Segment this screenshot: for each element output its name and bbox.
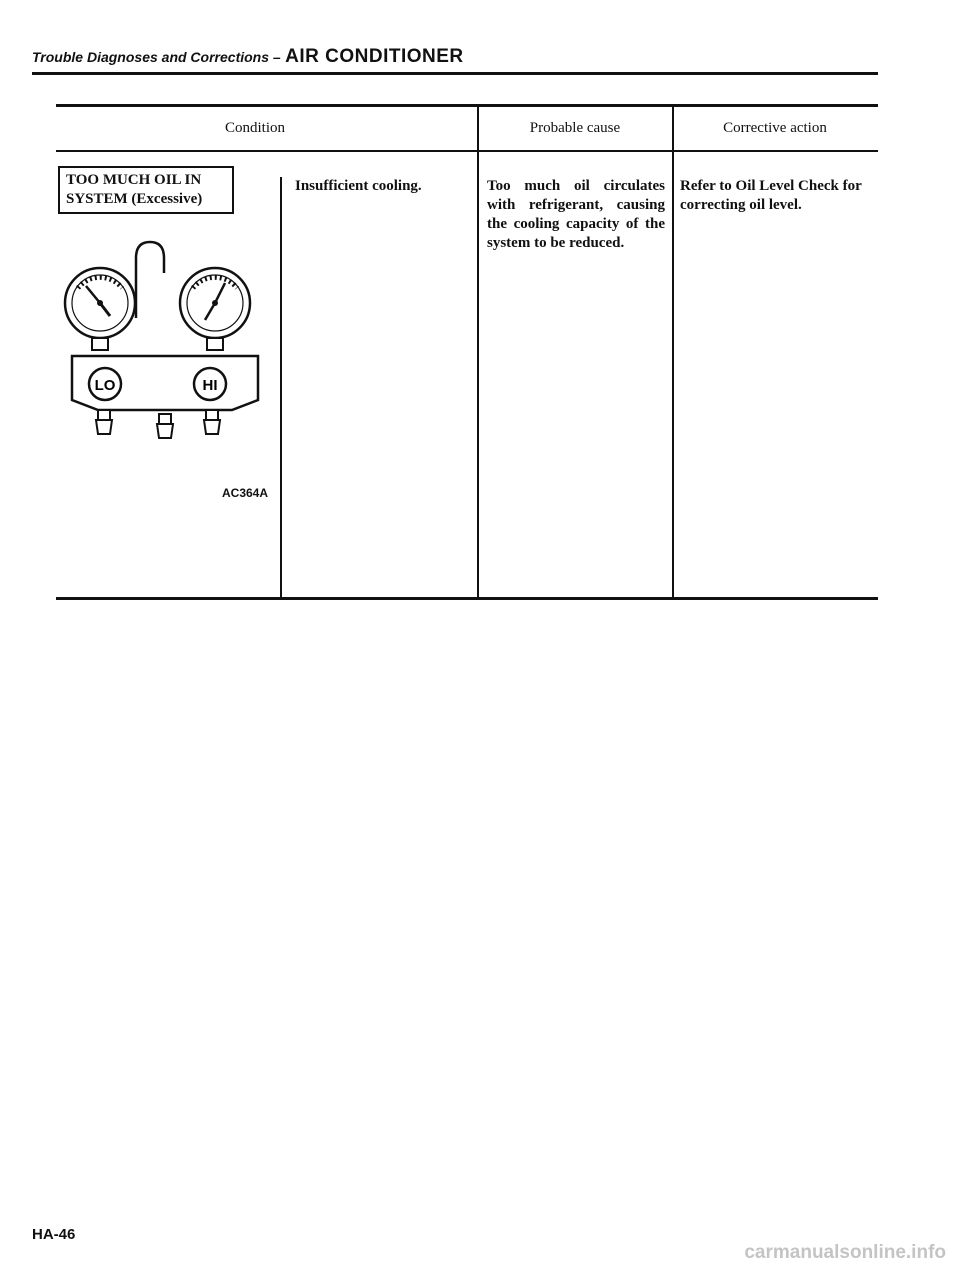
table-bottom-rule (56, 597, 878, 600)
watermark: carmanualsonline.info (744, 1242, 946, 1263)
symptom-text: Insufficient cooling. (295, 178, 422, 194)
low-knob-label: LO (94, 377, 116, 394)
low-pressure-gauge-icon (65, 268, 135, 338)
high-pressure-gauge-icon (180, 268, 250, 338)
condition-label-box: TOO MUCH OIL IN SYSTEM (Excessive) (58, 166, 234, 214)
table-header-rule (56, 150, 878, 152)
header-rule (32, 72, 878, 75)
table-top-rule (56, 104, 878, 107)
page-header (32, 46, 464, 68)
column-header-corrective-action: Corrective action (723, 120, 827, 136)
column-divider-1 (477, 104, 479, 598)
figure-code: AC364A (222, 486, 269, 500)
page-title: AIR CONDITIONER (285, 46, 464, 67)
condition-inner-divider (280, 177, 282, 598)
page-number: HA-46 (32, 1226, 76, 1243)
probable-cause-text: Too much oil circulates with refrigerant, causing the cooling capacity of the system to be reduced. (487, 178, 665, 251)
column-header-condition: Condition (224, 120, 285, 136)
manifold-gauge-figure (60, 238, 270, 448)
corrective-action-text: Refer to Oil Level Check for correcting oil level. (680, 178, 862, 213)
section-title: Trouble Diagnoses and Corrections – (32, 49, 281, 65)
column-header-probable-cause: Probable cause (529, 120, 621, 136)
column-divider-2 (672, 104, 674, 598)
high-knob-label: HI (202, 377, 218, 394)
